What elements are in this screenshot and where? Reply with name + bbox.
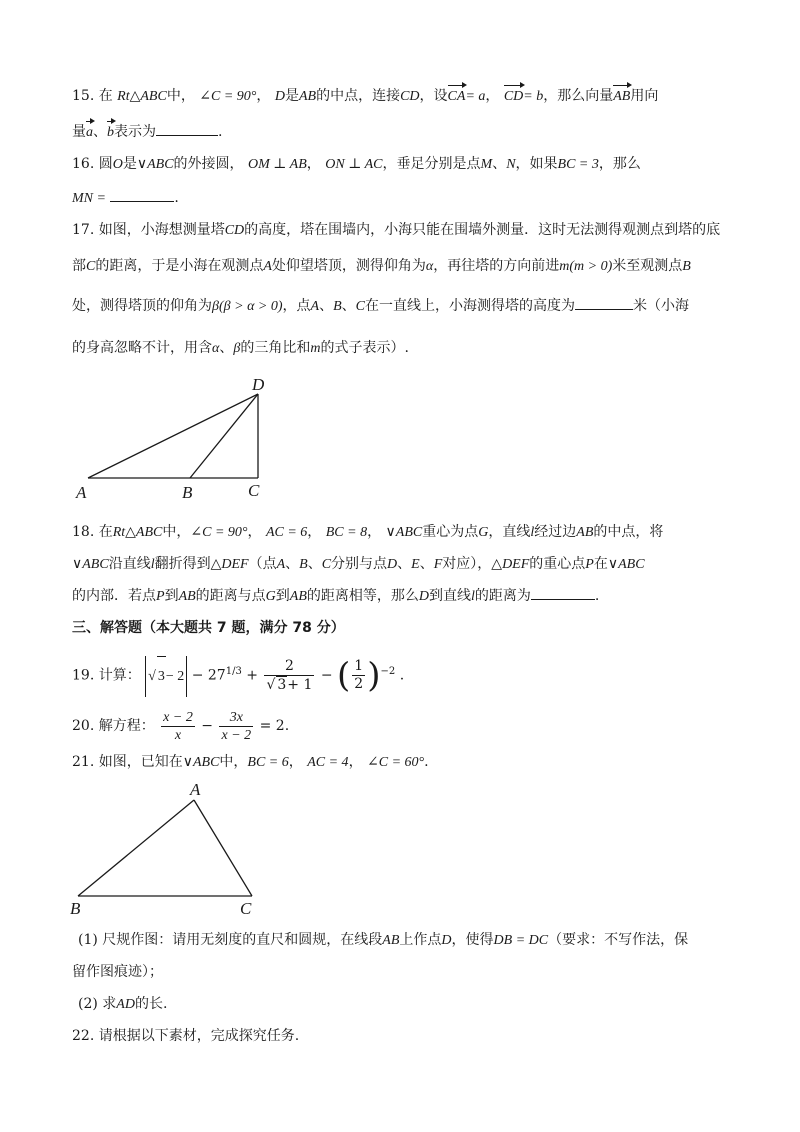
fraction-right: $\frac{3x}{x - 2}$ [221,709,252,743]
q21-part1-line2: 留作图痕迹）； [72,964,163,980]
q21-part1-line1: (1) 尺规作图：请用无刻度的直尺和圆规，在线段AB上作点D，使得DB = DC（要求：不写作法，保 [78,932,689,948]
q19-line: 19. 计算： √ $3- 2 - 27^{1/3}$ + $\frac{2}{√ 3+ 1}$ − ( $\frac{1}{2}$ )$^{-2}$ . [72,655,405,696]
answer-blank[interactable] [110,188,174,202]
tower-figure [60,372,290,502]
answer-blank[interactable] [156,122,218,136]
point-label-b: B [182,483,193,502]
q21-part2: (2) 求AD的长. [78,996,168,1012]
point-label-d: D [252,375,265,394]
sightline-ad [88,394,258,478]
absolute-value: √ 3− 2 [145,656,187,697]
subquestion-number: (2) [78,996,98,1012]
fraction-one-half: $\frac{1}{2}$ [354,658,364,693]
q17-line3: 处，测得塔顶的仰角为β(β > α > 0)，点A、B、C在一直线上，小海测得塔的高度为 米（小海 [72,298,689,314]
sightline-bd [190,394,258,478]
q22-line: 22. 请根据以下素材，完成探究任务. [72,1028,300,1044]
fraction-2-over-sqrt3-plus-1: $\frac{2}{√ 3+ 1}$ [266,657,313,693]
vector-ca: CA [448,87,466,107]
question-number: 15. [72,88,95,104]
question-number: 17. [72,222,95,238]
q16-line2: MN = . [72,190,179,206]
q18-line1: 18. 在Rt△ABC中，∠C = 90°， AC = 6， BC = 8， ∨ABC重心为点G，直线l经过边AB的中点，将 [72,524,664,540]
question-number: 18. [72,524,95,540]
q18-line3: 的内部．若点P到AB的距离与点G到AB的距离相等，那么D到直线l的距离为 . [72,588,600,604]
question-number: 19. [72,667,95,684]
question-number: 16. [72,156,95,172]
q20-line: 20. 解方程： $\frac{x - 2}{x}$ − $\frac{3x}{x - 2}$ = 2. [72,709,290,743]
question-number: 20. [72,718,95,734]
vector-b: b [107,123,114,143]
q21-line: 21. 如图，已知在∨ABC中，BC = 6， AC = 4， ∠C = 60°. [72,754,429,770]
point-label-a: A [76,483,87,502]
vector-a: a [86,123,93,143]
q17-line4: 的身高忽略不计，用含α、β的三角比和m的式子表示）. [72,340,409,356]
vector-ab: AB [613,87,630,107]
q16-line1: 16. 圆O是∨ABC的外接圆， OM ⊥ AB， ON ⊥ AC，垂足分别是点M、N，如果BC = 3，那么 [72,156,641,172]
question-number: 21. [72,754,95,770]
vector-cd: CD [504,87,523,107]
fraction-left: $\frac{x - 2}{x}$ [163,709,193,743]
q17-line2: 部C的距离，于是小海在观测点A处仰望塔顶，测得仰角为α，再往塔的方向前进m(m > 0)米至观测点B [72,258,691,274]
point-label-b: B [70,899,81,918]
subquestion-number: (1) [78,932,98,948]
answer-blank[interactable] [575,296,633,310]
triangle-figure [64,778,274,920]
q15-line1: 15. 在 Rt△ABC中， ∠C = 90°， D是AB的中点，连接CD，设CA= a， CD= b，那么向量AB用向 [72,86,658,107]
point-label-c: C [240,899,252,918]
side-ac [194,800,252,896]
question-number: 22. [72,1028,95,1044]
q17-line1: 17. 如图，小海想测量塔CD的高度，塔在围墙内，小海只能在围墙外测量．这时无法测得观测点到塔的底 [72,222,721,238]
q15-line2: 量a、b表示为 . [72,122,222,143]
point-label-a: A [190,780,201,799]
answer-blank[interactable] [531,586,595,600]
section-heading: 三、解答题（本大题共 7 题，满分 78 分） [72,620,345,636]
q18-line2: ∨ABC沿直线l翻折得到△DEF（点A、B、C分别与点D、E、F对应），△DEF的重心点P在∨ABC [72,556,645,572]
side-ab [78,800,194,896]
point-label-c: C [248,481,260,500]
